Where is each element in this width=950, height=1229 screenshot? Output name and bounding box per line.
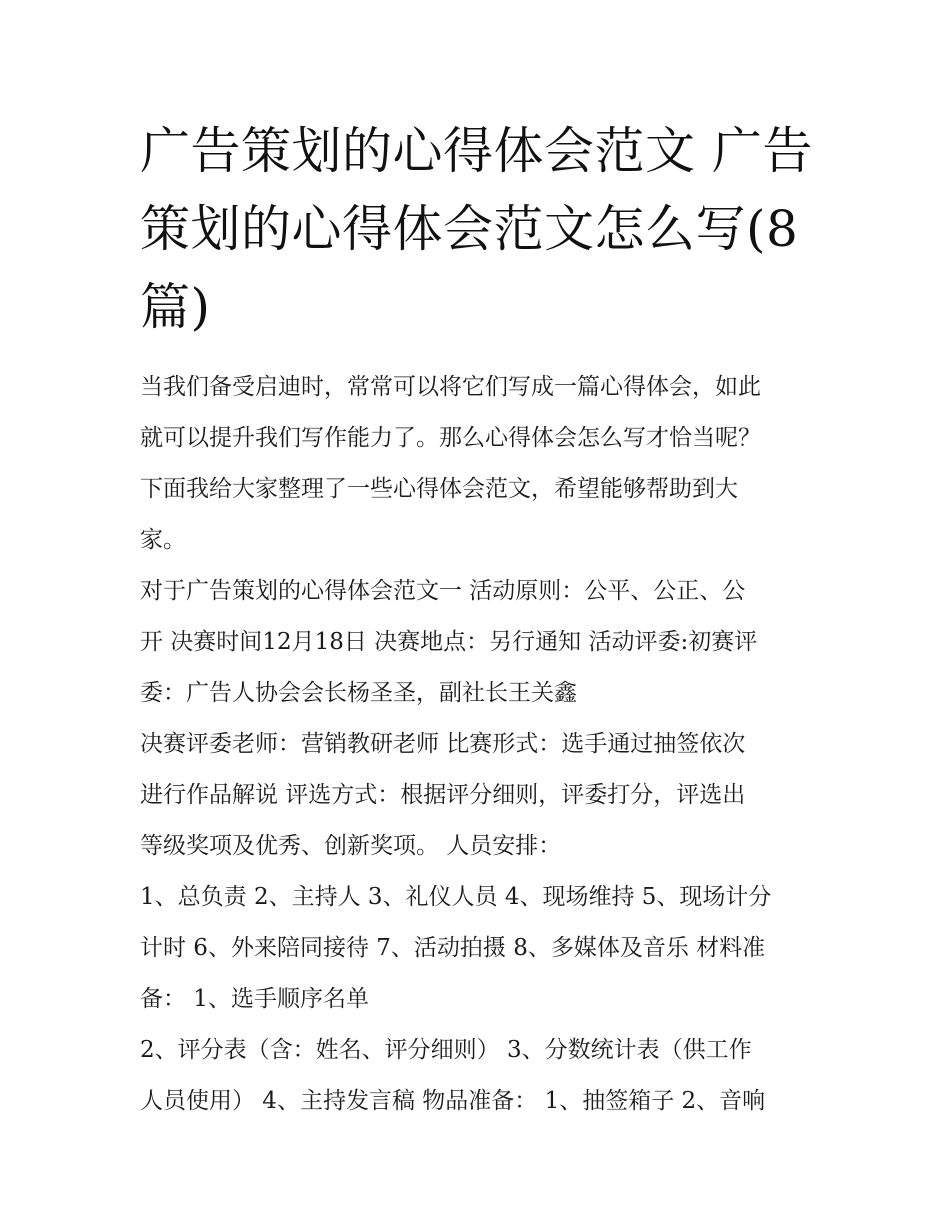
text-line: 等级奖项及优秀、创新奖项。 人员安排：: [140, 833, 562, 859]
text-line: 开 决赛时间12月18日 决赛地点：另行通知 活动评委:初赛评: [140, 629, 758, 655]
staff-arrangement-paragraph: [140, 872, 820, 1025]
title-line: 策划的心得体会范文怎么写(8: [140, 200, 799, 258]
materials-paragraph: [140, 1025, 820, 1127]
activity-principles-paragraph: [140, 566, 820, 719]
intro-paragraph: [140, 362, 820, 566]
judges-paragraph: [140, 719, 820, 872]
text-line: 就可以提升我们写作能力了。那么心得体会怎么写才恰当呢？: [140, 425, 761, 451]
title-line: 广告策划的心得体会范文 广告: [140, 122, 813, 180]
document-body: [140, 112, 820, 1127]
text-line: 人员使用） 4、主持发言稿 物品准备： 1、抽签箱子 2、音响: [140, 1088, 766, 1114]
text-line: 备： 1、选手顺序名单: [140, 986, 369, 1012]
text-line: 对于广告策划的心得体会范文一 活动原则：公平、公正、公: [140, 578, 746, 604]
text-line: 决赛评委老师：营销教研老师 比赛形式：选手通过抽签依次: [140, 731, 746, 757]
text-line: 2、评分表（含：姓名、评分细则） 3、分数统计表（供工作: [140, 1037, 752, 1063]
text-line: 下面我给大家整理了一些心得体会范文，希望能够帮助到大: [140, 476, 738, 502]
text-line: 计时 6、外来陪同接待 7、活动拍摄 8、多媒体及音乐 材料准: [140, 935, 766, 961]
text-line: 家。: [140, 527, 186, 553]
text-line: 进行作品解说 评选方式：根据评分细则，评委打分，评选出: [140, 782, 746, 808]
text-line: 当我们备受启迪时，常常可以将它们写成一篇心得体会，如此: [140, 374, 761, 400]
title-line: 篇): [140, 278, 211, 336]
text-line: 委：广告人协会会长杨圣圣，副社长王关鑫: [140, 680, 577, 706]
document-title: [140, 112, 820, 346]
text-line: 1、总负责 2、主持人 3、礼仪人员 4、现场维持 5、现场计分: [140, 884, 772, 910]
